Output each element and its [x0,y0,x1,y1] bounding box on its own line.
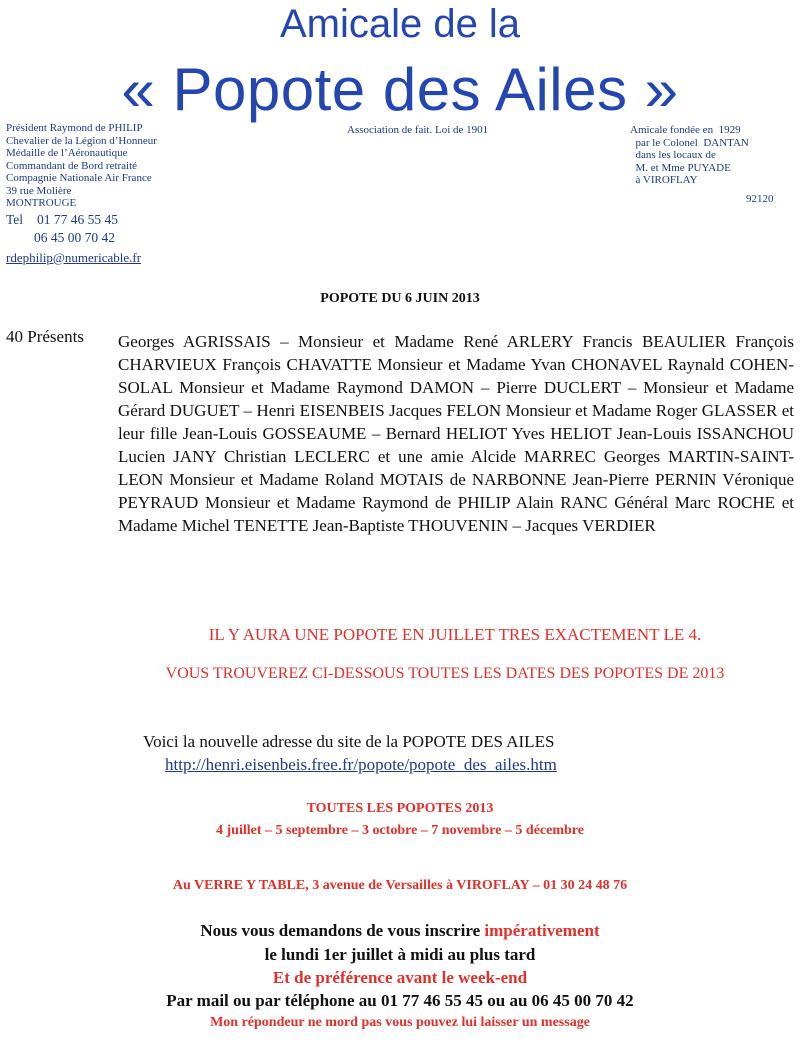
venue-line: Au VERRE Y TABLE, 3 avenue de Versailles à VIROFLAY – 01 30 24 48 76 [172,878,628,893]
registration-line-4: Par mail ou par téléphone au 01 77 46 55 45 ou au 06 45 00 70 42 [166,991,634,1010]
next-meeting-notice: IL Y AURA UNE POPOTE EN JUILLET TRES EXACTEMENT LE 4. [208,625,702,644]
registration-line-5: Mon répondeur ne mord pas vous pouvez lui laisser un message [210,1015,590,1030]
president-block [6,122,236,264]
postcode: 92120 [746,192,774,205]
tel-number-1: 01 77 46 55 45 [37,211,119,227]
registration-line-3: Et de préférence avant le week-end [272,968,528,987]
president-line: Président Raymond de PHILIP [6,122,143,134]
registration-emphasis: impérativement [484,921,600,940]
attendee-list: Georges AGRISSAIS – Monsieur et Madame René ARLERY Francis BEAULIER François CHARVIEUX François CHAVATTE Monsieur et Madame Yvan CHONAVEL Raynald COHEN-SOLAL Monsieur et Madame Raymond DAMON – Pierre DUCLERT – Monsieur et Madame Gérard DUGUET – Henri EISENBEIS Jacques FELON Monsieur et Madame Roger GLASSER et leur fille Jean-Louis GOSSEAUME – Bernard HELIOT Yves HELIOT Jean-Louis ISSANCHOU Lucien JANY Christian LECLERC et une amie Alcide MARREC Georges MARTIN-SAINT-LEON Monsieur et Madame Roland MOTAIS de NARBONNE Jean-Pierre PERNIN Véronique PEYRAUD Monsieur et Madame Raymond de PHILIP Alain RANC Général Marc ROCHE et Madame Michel TENETTE Jean-Baptiste THOUVENIN – Jacques VERDIER [118,332,794,535]
schedule-dates: 4 juillet – 5 septembre – 3 octobre – 7 novembre – 5 décembre [216,823,584,838]
president-line: MONTROUGE [6,197,77,209]
founding-block [630,124,790,205]
president-line: Médaille de l’Aéronautique [6,147,128,159]
founding-line: Amicale fondée en 1929 [630,124,741,136]
founding-line: M. et Mme PUYADE [630,161,731,174]
president-line: Commandant de Bord retraité [6,159,138,172]
title-line-2: « Popote des Ailes » [121,56,679,123]
tel-label: Tel [6,211,24,227]
association-note: Association de fait. Loi de 1901 [347,124,489,136]
schedule-title: TOUTES LES POPOTES 2013 [306,801,494,816]
registration-text: Nous vous demandons de vous inscrire [200,921,485,940]
title-line-1: Amicale de la [279,2,521,46]
president-line: Compagnie Nationale Air France [6,172,152,184]
registration-line-2: le lundi 1er juillet à midi au plus tard [264,945,536,964]
president-line: 39 rue Molière [6,184,72,197]
telephone-line-1 [6,212,236,228]
tel-number-2: 06 45 00 70 42 [34,229,115,245]
meeting-heading: POPOTE DU 6 JUIN 2013 [320,291,480,306]
email-link[interactable]: rdephilip@numericable.fr [6,249,142,265]
founding-line: dans les locaux de [630,149,716,161]
president-line: Chevalier de la Légion d’Honneur [6,134,157,147]
site-text: Voici la nouvelle adresse du site de la POPOTE DES AILES [143,732,555,751]
site-url-link[interactable]: http://henri.eisenbeis.free.fr/popote/popote_des_ailes.htm [165,755,557,774]
dates-notice: VOUS TROUVEREZ CI-DESSOUS TOUTES LES DATES DES POPOTES DE 2013 [165,665,725,682]
registration-line-1 [0,921,800,941]
founding-line: par le Colonel DANTAN [630,136,749,149]
present-count: 40 Présents [6,327,84,346]
founding-line: à VIROFLAY [630,174,698,186]
